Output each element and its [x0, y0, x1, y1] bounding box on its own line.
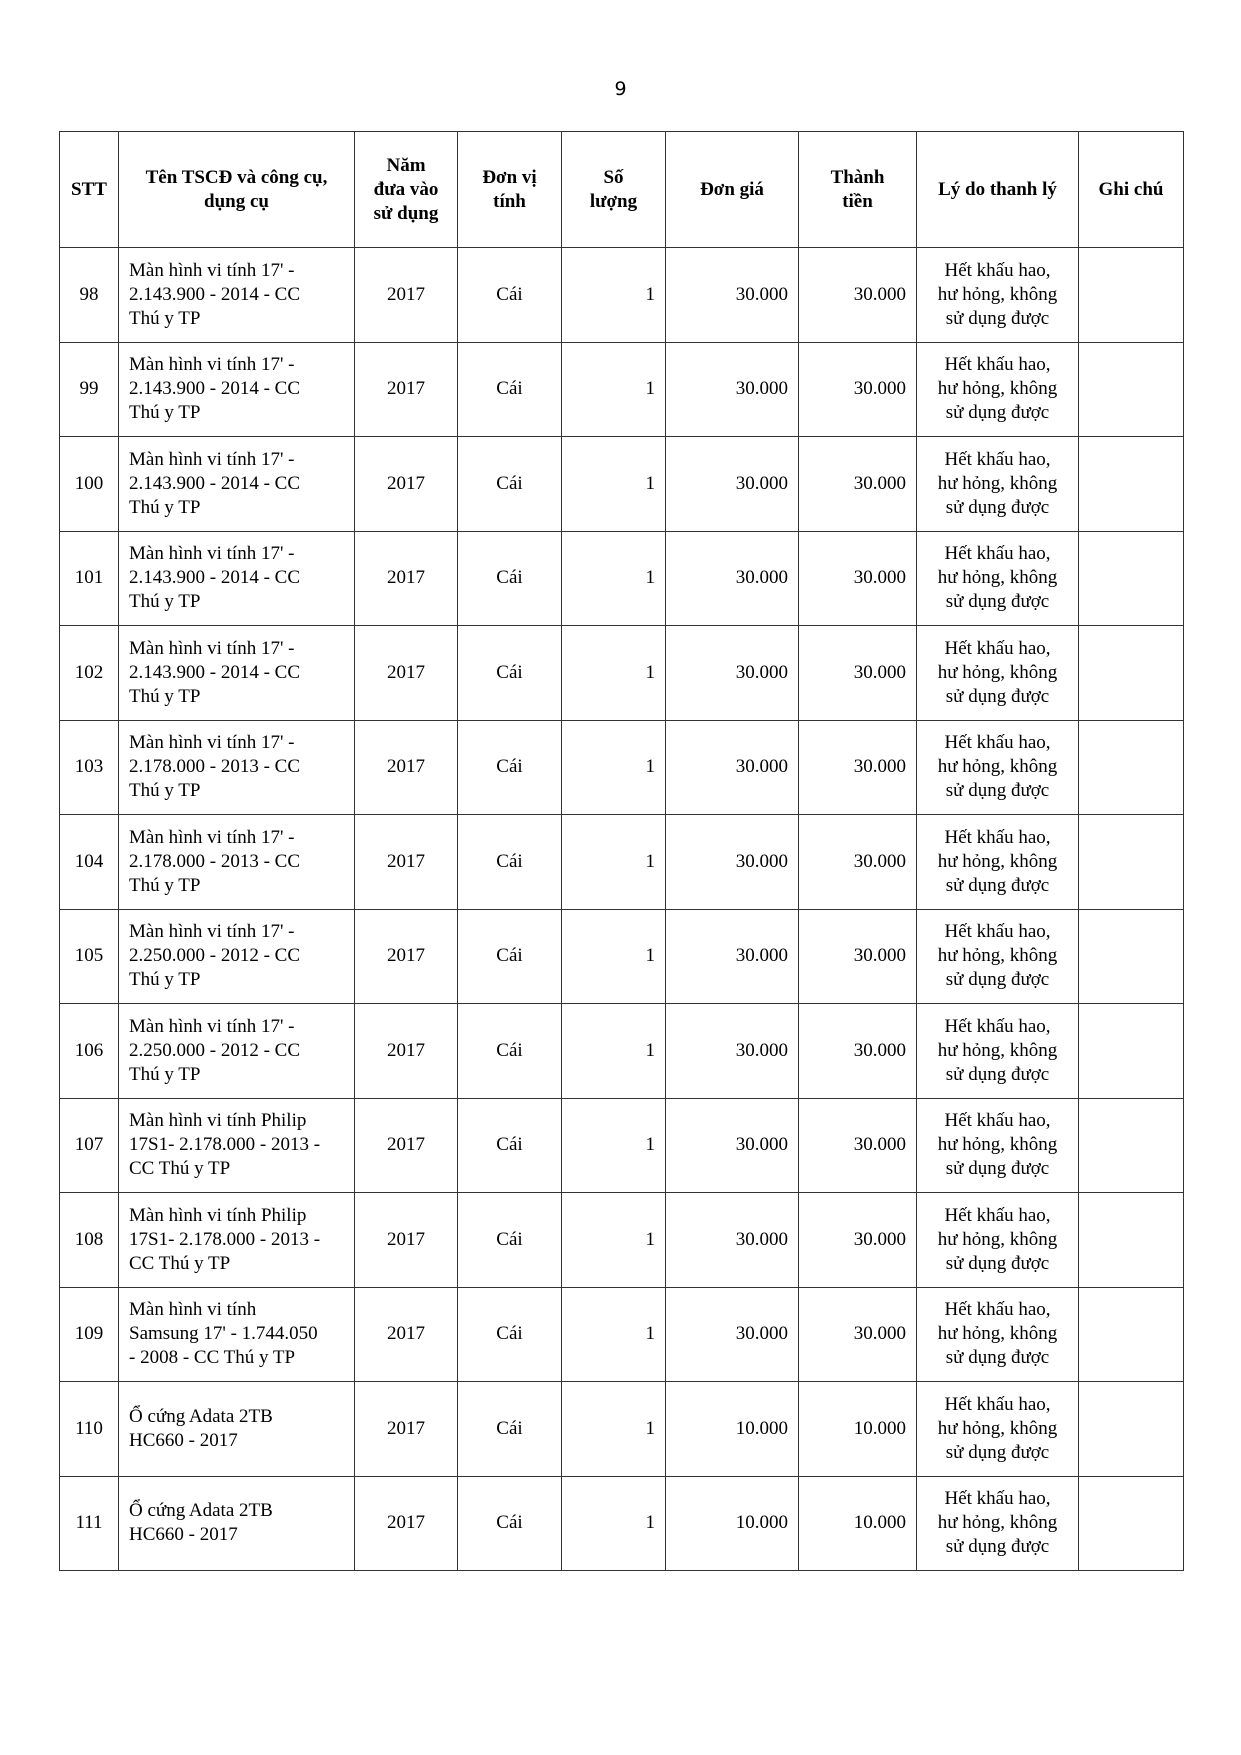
- header-stt: STT: [60, 132, 119, 248]
- cell-stt: 102: [60, 626, 119, 721]
- cell-total: 30.000: [799, 1287, 917, 1382]
- cell-name: Màn hình vi tính 17' - 2.143.900 - 2014 - CC Thú y TP: [119, 342, 355, 437]
- cell-name: Ổ cứng Adata 2TB HC660 - 2017: [119, 1476, 355, 1571]
- header-reason: Lý do thanh lý: [917, 132, 1079, 248]
- cell-name: Màn hình vi tính 17' - 2.143.900 - 2014 - CC Thú y TP: [119, 248, 355, 343]
- cell-unit: Cái: [458, 1382, 562, 1477]
- cell-reason: Hết khấu hao, hư hỏng, không sử dụng được: [917, 1193, 1079, 1288]
- cell-name: Màn hình vi tính 17' - 2.178.000 - 2013 - CC Thú y TP: [119, 720, 355, 815]
- cell-reason: Hết khấu hao, hư hỏng, không sử dụng được: [917, 248, 1079, 343]
- cell-name: Ổ cứng Adata 2TB HC660 - 2017: [119, 1382, 355, 1477]
- cell-total: 30.000: [799, 1098, 917, 1193]
- cell-unit-price: 30.000: [666, 909, 799, 1004]
- cell-reason: Hết khấu hao, hư hỏng, không sử dụng được: [917, 815, 1079, 910]
- cell-note: [1079, 1004, 1184, 1099]
- cell-stt: 107: [60, 1098, 119, 1193]
- cell-note: [1079, 720, 1184, 815]
- cell-year: 2017: [355, 1287, 458, 1382]
- cell-unit-price: 30.000: [666, 342, 799, 437]
- cell-reason: Hết khấu hao, hư hỏng, không sử dụng được: [917, 909, 1079, 1004]
- cell-year: 2017: [355, 909, 458, 1004]
- cell-name: Màn hình vi tính Philip 17S1- 2.178.000 - 2013 - CC Thú y TP: [119, 1193, 355, 1288]
- cell-year: 2017: [355, 720, 458, 815]
- cell-unit-price: 30.000: [666, 815, 799, 910]
- table-row: [60, 248, 1184, 343]
- cell-reason: Hết khấu hao, hư hỏng, không sử dụng được: [917, 437, 1079, 532]
- cell-unit-price: 30.000: [666, 531, 799, 626]
- cell-quantity: 1: [562, 342, 666, 437]
- cell-quantity: 1: [562, 1004, 666, 1099]
- cell-reason: Hết khấu hao, hư hỏng, không sử dụng được: [917, 1004, 1079, 1099]
- table-header-row: [60, 132, 1184, 248]
- cell-stt: 104: [60, 815, 119, 910]
- header-total: Thành tiền: [799, 132, 917, 248]
- cell-total: 30.000: [799, 815, 917, 910]
- cell-quantity: 1: [562, 1476, 666, 1571]
- cell-name: Màn hình vi tính 17' - 2.178.000 - 2013 - CC Thú y TP: [119, 815, 355, 910]
- cell-unit-price: 30.000: [666, 1004, 799, 1099]
- cell-note: [1079, 342, 1184, 437]
- cell-reason: Hết khấu hao, hư hỏng, không sử dụng được: [917, 1098, 1079, 1193]
- cell-unit: Cái: [458, 1193, 562, 1288]
- cell-total: 30.000: [799, 437, 917, 532]
- header-name: Tên TSCĐ và công cụ, dụng cụ: [119, 132, 355, 248]
- cell-total: 30.000: [799, 909, 917, 1004]
- cell-quantity: 1: [562, 1098, 666, 1193]
- cell-reason: Hết khấu hao, hư hỏng, không sử dụng được: [917, 626, 1079, 721]
- cell-name: Màn hình vi tính 17' - 2.250.000 - 2012 - CC Thú y TP: [119, 1004, 355, 1099]
- header-unit: Đơn vị tính: [458, 132, 562, 248]
- cell-unit: Cái: [458, 1287, 562, 1382]
- cell-name: Màn hình vi tính 17' - 2.143.900 - 2014 - CC Thú y TP: [119, 437, 355, 532]
- cell-unit-price: 10.000: [666, 1476, 799, 1571]
- cell-total: 30.000: [799, 626, 917, 721]
- cell-note: [1079, 1287, 1184, 1382]
- cell-note: [1079, 437, 1184, 532]
- cell-stt: 100: [60, 437, 119, 532]
- cell-reason: Hết khấu hao, hư hỏng, không sử dụng được: [917, 342, 1079, 437]
- cell-quantity: 1: [562, 815, 666, 910]
- cell-unit-price: 30.000: [666, 437, 799, 532]
- cell-unit: Cái: [458, 1004, 562, 1099]
- cell-name: Màn hình vi tính Samsung 17' - 1.744.050 - 2008 - CC Thú y TP: [119, 1287, 355, 1382]
- cell-year: 2017: [355, 815, 458, 910]
- cell-name: Màn hình vi tính Philip 17S1- 2.178.000 - 2013 - CC Thú y TP: [119, 1098, 355, 1193]
- table-row: [60, 437, 1184, 532]
- cell-quantity: 1: [562, 626, 666, 721]
- cell-total: 30.000: [799, 720, 917, 815]
- cell-unit: Cái: [458, 248, 562, 343]
- cell-unit: Cái: [458, 720, 562, 815]
- cell-unit: Cái: [458, 815, 562, 910]
- cell-unit: Cái: [458, 437, 562, 532]
- cell-unit: Cái: [458, 342, 562, 437]
- cell-total: 30.000: [799, 1193, 917, 1288]
- table-row: [60, 1476, 1184, 1571]
- cell-year: 2017: [355, 437, 458, 532]
- cell-stt: 111: [60, 1476, 119, 1571]
- cell-total: 10.000: [799, 1476, 917, 1571]
- cell-note: [1079, 815, 1184, 910]
- header-unit-price: Đơn giá: [666, 132, 799, 248]
- table-row: [60, 720, 1184, 815]
- cell-total: 30.000: [799, 1004, 917, 1099]
- cell-quantity: 1: [562, 1382, 666, 1477]
- cell-unit: Cái: [458, 626, 562, 721]
- cell-unit: Cái: [458, 909, 562, 1004]
- cell-year: 2017: [355, 531, 458, 626]
- cell-name: Màn hình vi tính 17' - 2.250.000 - 2012 - CC Thú y TP: [119, 909, 355, 1004]
- table-body: [60, 248, 1184, 1571]
- cell-unit-price: 30.000: [666, 1098, 799, 1193]
- cell-stt: 98: [60, 248, 119, 343]
- cell-unit-price: 30.000: [666, 248, 799, 343]
- table-row: [60, 1098, 1184, 1193]
- cell-reason: Hết khấu hao, hư hỏng, không sử dụng được: [917, 720, 1079, 815]
- cell-stt: 103: [60, 720, 119, 815]
- cell-note: [1079, 1382, 1184, 1477]
- cell-name: Màn hình vi tính 17' - 2.143.900 - 2014 - CC Thú y TP: [119, 626, 355, 721]
- cell-reason: Hết khấu hao, hư hỏng, không sử dụng được: [917, 1382, 1079, 1477]
- cell-quantity: 1: [562, 1193, 666, 1288]
- cell-reason: Hết khấu hao, hư hỏng, không sử dụng được: [917, 1476, 1079, 1571]
- page-number: 9: [614, 78, 627, 100]
- cell-quantity: 1: [562, 437, 666, 532]
- table-row: [60, 1382, 1184, 1477]
- cell-note: [1079, 1098, 1184, 1193]
- cell-year: 2017: [355, 342, 458, 437]
- asset-disposal-table: [59, 131, 1184, 1571]
- table-row: [60, 1193, 1184, 1288]
- cell-unit-price: 10.000: [666, 1382, 799, 1477]
- cell-note: [1079, 248, 1184, 343]
- cell-unit: Cái: [458, 531, 562, 626]
- cell-note: [1079, 1476, 1184, 1571]
- header-year: Năm đưa vào sử dụng: [355, 132, 458, 248]
- table-row: [60, 909, 1184, 1004]
- table-row: [60, 531, 1184, 626]
- cell-note: [1079, 909, 1184, 1004]
- table-row: [60, 1287, 1184, 1382]
- cell-stt: 99: [60, 342, 119, 437]
- cell-quantity: 1: [562, 1287, 666, 1382]
- cell-note: [1079, 1193, 1184, 1288]
- cell-unit: Cái: [458, 1098, 562, 1193]
- cell-unit: Cái: [458, 1476, 562, 1571]
- cell-name: Màn hình vi tính 17' - 2.143.900 - 2014 - CC Thú y TP: [119, 531, 355, 626]
- cell-note: [1079, 626, 1184, 721]
- cell-year: 2017: [355, 1004, 458, 1099]
- table-row: [60, 342, 1184, 437]
- cell-year: 2017: [355, 1476, 458, 1571]
- header-quantity: Số lượng: [562, 132, 666, 248]
- cell-unit-price: 30.000: [666, 626, 799, 721]
- cell-total: 10.000: [799, 1382, 917, 1477]
- table-row: [60, 626, 1184, 721]
- header-note: Ghi chú: [1079, 132, 1184, 248]
- table-row: [60, 1004, 1184, 1099]
- cell-quantity: 1: [562, 248, 666, 343]
- cell-unit-price: 30.000: [666, 1287, 799, 1382]
- cell-stt: 106: [60, 1004, 119, 1099]
- cell-reason: Hết khấu hao, hư hỏng, không sử dụng được: [917, 531, 1079, 626]
- table-row: [60, 815, 1184, 910]
- cell-stt: 108: [60, 1193, 119, 1288]
- cell-stt: 101: [60, 531, 119, 626]
- cell-unit-price: 30.000: [666, 1193, 799, 1288]
- cell-year: 2017: [355, 626, 458, 721]
- cell-quantity: 1: [562, 909, 666, 1004]
- cell-note: [1079, 531, 1184, 626]
- cell-stt: 110: [60, 1382, 119, 1477]
- cell-total: 30.000: [799, 531, 917, 626]
- cell-total: 30.000: [799, 248, 917, 343]
- cell-stt: 105: [60, 909, 119, 1004]
- cell-year: 2017: [355, 1193, 458, 1288]
- cell-total: 30.000: [799, 342, 917, 437]
- cell-quantity: 1: [562, 531, 666, 626]
- cell-unit-price: 30.000: [666, 720, 799, 815]
- cell-year: 2017: [355, 1098, 458, 1193]
- cell-year: 2017: [355, 248, 458, 343]
- cell-year: 2017: [355, 1382, 458, 1477]
- cell-stt: 109: [60, 1287, 119, 1382]
- cell-quantity: 1: [562, 720, 666, 815]
- cell-reason: Hết khấu hao, hư hỏng, không sử dụng được: [917, 1287, 1079, 1382]
